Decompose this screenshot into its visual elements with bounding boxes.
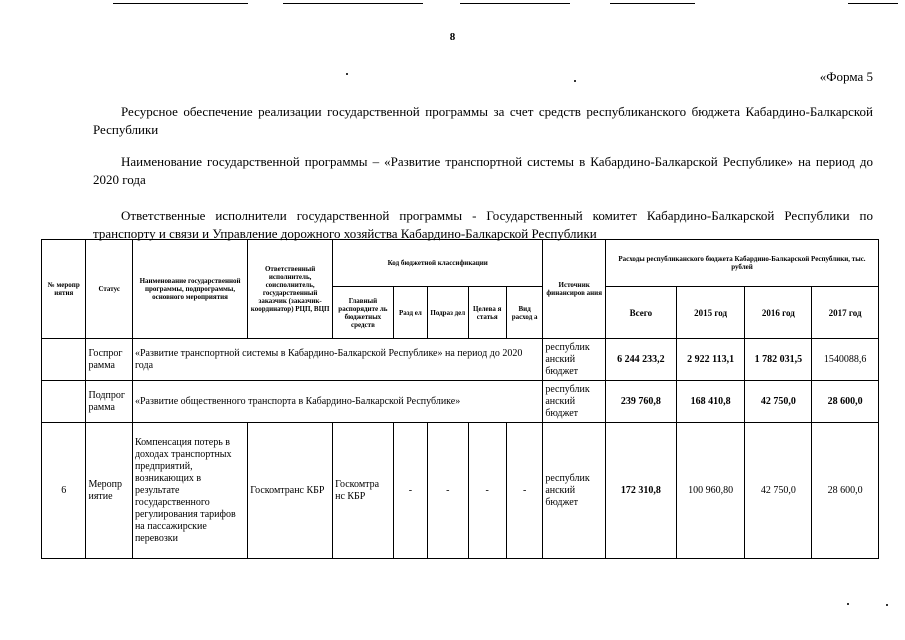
header-total: Всего (605, 287, 676, 339)
row-executor: Госкомтранс КБР (248, 423, 333, 559)
row-total: 239 760,8 (605, 381, 676, 423)
row-2016: 1 782 031,5 (745, 339, 812, 381)
row-source: республик анский бюджет (543, 381, 606, 423)
scan-speck (574, 80, 576, 82)
row-name: Компенсация потерь в доходах транспортных предприятий, возникающих в результате государственного регулирования тарифов на пассажирские перевозки (132, 423, 247, 559)
header-name: Наименование государственной программы, подпрограммы, основного мероприятия (132, 240, 247, 339)
row-status: Подпрог рамма (86, 381, 132, 423)
header-2016: 2016 год (745, 287, 812, 339)
form-label: «Форма 5 (819, 69, 873, 84)
row-name: «Развитие транспортной системы в Кабардино-Балкарской Республике» на период до 2020 года (132, 339, 542, 381)
header-source: Источник финансиров ания (543, 240, 606, 339)
header-status: Статус (86, 240, 132, 339)
program-name-paragraph: Наименование государственной программы – «Развитие транспортной системы в Кабардино-Балкарской Республике» на период до 2020 года (93, 154, 873, 187)
row-subsection: - (428, 423, 468, 559)
resource-table (41, 239, 879, 559)
header-subsection: Подраз дел (428, 287, 468, 339)
scan-edge-line (113, 3, 248, 4)
row-num: 6 (42, 423, 86, 559)
row-2017: 28 600,0 (812, 423, 879, 559)
scan-edge-line (848, 3, 898, 4)
row-status: Меропр иятие (86, 423, 132, 559)
row-status: Госпрог рамма (86, 339, 132, 381)
row-source: республик анский бюджет (543, 339, 606, 381)
scan-speck (847, 603, 849, 605)
header-target: Целева я статья (468, 287, 506, 339)
header-budget-code: Код бюджетной классификации (333, 240, 543, 287)
page-number: 8 (449, 31, 456, 43)
row-2017: 28 600,0 (812, 381, 879, 423)
row-2016: 42 750,0 (745, 381, 812, 423)
scan-speck (886, 604, 888, 606)
header-row (42, 240, 879, 287)
row-2016: 42 750,0 (745, 423, 812, 559)
row-source: республик анский бюджет (543, 423, 606, 559)
row-2017: 1540088,6 (812, 339, 879, 381)
executors-paragraph: Ответственные исполнители государственной программы - Государственный комитет Кабардино-Балкарской Республики по транспорту и связи и Управление дорожного хозяйства Кабардино-Балкарской Республики (93, 208, 873, 241)
row-2015: 2 922 113,1 (676, 339, 745, 381)
row-grbs: Госкомтра нс КБР (333, 423, 394, 559)
scan-edge-line (460, 3, 570, 4)
row-num (42, 381, 86, 423)
header-2015: 2015 год (676, 287, 745, 339)
scan-edge-line (610, 3, 695, 4)
row-expense-type: - (506, 423, 542, 559)
table-row (42, 339, 879, 381)
header-expenses: Расходы республиканского бюджета Кабардино-Балкарской Республики, тыс. рублей (605, 240, 878, 287)
scan-speck (346, 73, 348, 75)
header-2017: 2017 год (812, 287, 879, 339)
row-2015: 100 960,80 (676, 423, 745, 559)
table-row (42, 423, 879, 559)
header-section: Разд ел (393, 287, 427, 339)
header-expense-type: Вид расход а (506, 287, 542, 339)
row-total: 172 310,8 (605, 423, 676, 559)
header-num: № меропр иятия (42, 240, 86, 339)
scan-edge-line (283, 3, 423, 4)
header-executor: Ответственный исполнитель, соисполнитель, государственный заказчик (заказчик-координатор) РЦП, ВЦП (248, 240, 333, 339)
row-name: «Развитие общественного транспорта в Кабардино-Балкарской Республике» (132, 381, 542, 423)
row-section: - (393, 423, 427, 559)
table-row (42, 381, 879, 423)
row-num (42, 339, 86, 381)
header-grbs: Главный распорядите ль бюджетных средств (333, 287, 394, 339)
row-target: - (468, 423, 506, 559)
row-total: 6 244 233,2 (605, 339, 676, 381)
resource-paragraph: Ресурсное обеспечение реализации государственной программы за счет средств республиканского бюджета Кабардино-Балкарской Республики (93, 104, 873, 137)
row-2015: 168 410,8 (676, 381, 745, 423)
